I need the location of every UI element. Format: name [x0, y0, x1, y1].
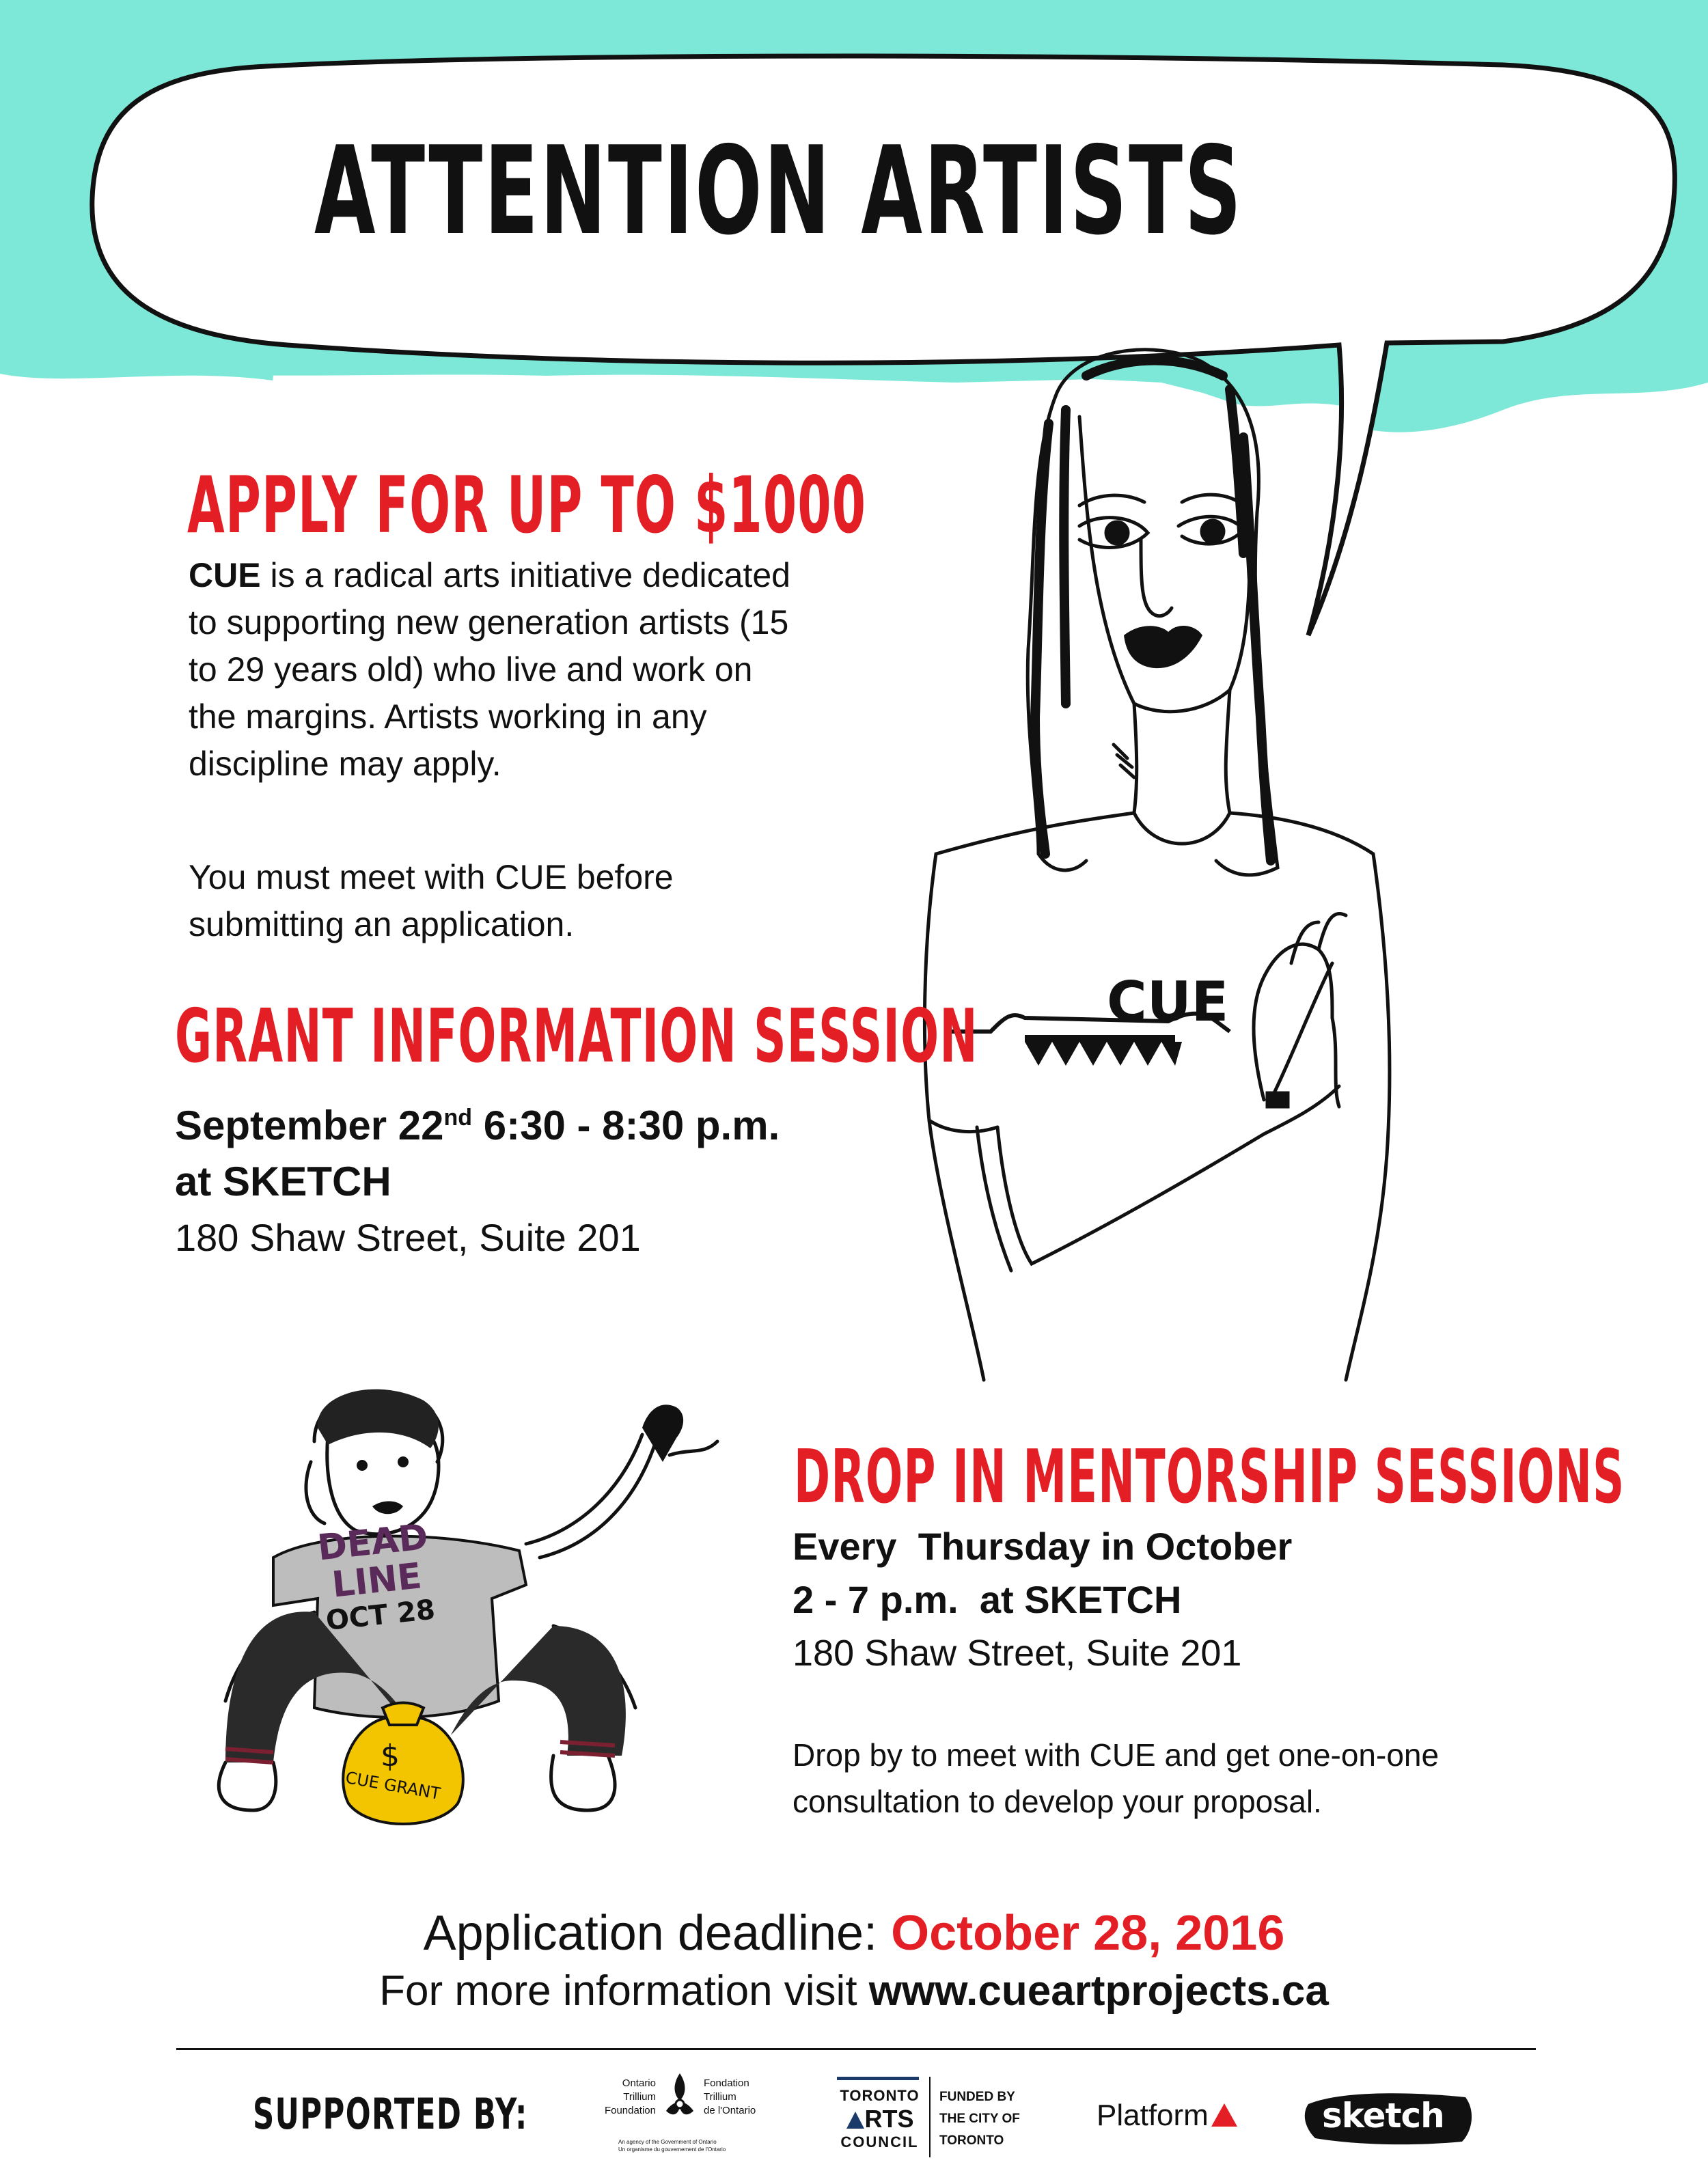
mentorship-note-line-2: consultation to develop your proposal.: [793, 1784, 1322, 1819]
mentorship-heading: DROP IN MENTORSHIP SESSIONS: [794, 1435, 1625, 1520]
platform-logo: [1097, 2099, 1237, 2140]
deadline-shirt-line-2: LINE: [330, 1555, 424, 1606]
deadline-shirt-line-3: OCT 28: [324, 1594, 437, 1637]
grant-session-venue: at SKETCH: [175, 1159, 391, 1204]
deadline-figure-illustration: [198, 1380, 765, 1844]
mentorship-note-line-1: Drop by to meet with CUE and get one-on-one: [793, 1737, 1440, 1773]
headline: ATTENTION ARTISTS: [314, 120, 1243, 262]
money-bag-symbol: $: [381, 1739, 400, 1773]
footer-divider: [176, 2048, 1536, 2050]
apply-note-line-2: submitting an application.: [189, 905, 575, 943]
mentorship-details: [793, 1520, 1292, 1680]
tac-a-triangle-icon: [846, 2110, 865, 2129]
grant-session-address: 180 Shaw Street, Suite 201: [175, 1216, 641, 1259]
supported-by-label: SUPPORTED BY:: [253, 2089, 528, 2139]
apply-note-line-1: You must meet with CUE before: [189, 858, 674, 896]
apply-intro-line-5: discipline may apply.: [189, 745, 501, 783]
platform-triangle-icon: [1211, 2103, 1237, 2127]
website-link[interactable]: www.cueartprojects.ca: [868, 1967, 1329, 2015]
apply-intro-line-4: the margins. Artists working in any: [189, 697, 707, 736]
mentorship-time-venue: 2 - 7 p.m. at SKETCH: [793, 1578, 1182, 1621]
apply-heading: APPLY FOR UP TO $1000: [187, 460, 867, 551]
tac-divider: [929, 2077, 931, 2157]
deadline-shirt-line-1: DEAD: [315, 1516, 430, 1569]
grant-session-details: [175, 1090, 780, 1266]
platform-wordmark: Platform: [1097, 2099, 1209, 2132]
apply-intro-line-1: CUE is a radical arts initiative dedicated: [189, 556, 790, 594]
ontario-trillium-logo: [581, 2070, 779, 2166]
shirt-logo-text: CUE: [1107, 970, 1229, 1034]
apply-note: [189, 854, 906, 948]
apply-intro: [189, 552, 906, 788]
trillium-french-name: Fondation Trillium de l'Ontario: [704, 2077, 756, 2116]
mentorship-schedule: Every Thursday in October: [793, 1525, 1293, 1568]
trillium-icon: [659, 2070, 700, 2131]
grant-session-heading: GRANT INFORMATION SESSION: [175, 994, 978, 1079]
mentorship-note: [793, 1732, 1439, 1825]
tac-funded-by: FUNDED BY THE CITY OF TORONTO: [939, 2090, 1020, 2148]
application-deadline: [0, 1903, 1708, 1964]
deadline-shirt-text: [316, 1518, 437, 1637]
tac-top-rule: [837, 2077, 919, 2080]
more-info: [0, 1964, 1708, 2019]
woman-illustration: [909, 335, 1428, 1400]
trillium-fine-print: An agency of the Government of Ontario Un organisme du gouvernement de l'Ontario: [618, 2139, 726, 2153]
mentorship-address: 180 Shaw Street, Suite 201: [793, 1633, 1242, 1674]
tac-arts-line: RTS: [837, 2105, 922, 2133]
money-bag-label: CUE GRANT: [344, 1768, 442, 1803]
tac-wordmark: TORONTO RTS COUNCIL: [837, 2086, 922, 2152]
sketch-logo: [1301, 2084, 1479, 2152]
deadline-date: October 28, 2016: [891, 1906, 1285, 1961]
grant-session-date: September 22nd 6:30 - 8:30 p.m.: [175, 1103, 780, 1148]
deadline-label: Application deadline:: [423, 1906, 892, 1961]
apply-intro-line-2: to supporting new generation artists (15: [189, 603, 789, 641]
toronto-arts-council-logo: [837, 2077, 1042, 2159]
trillium-english-name: Ontario Trillium Foundation: [604, 2077, 656, 2116]
more-info-label: For more information visit: [379, 1967, 869, 2015]
sketch-wordmark: sketch: [1322, 2096, 1444, 2135]
apply-intro-line-3: to 29 years old) who live and work on: [189, 650, 753, 689]
cue-name: CUE: [189, 556, 261, 594]
